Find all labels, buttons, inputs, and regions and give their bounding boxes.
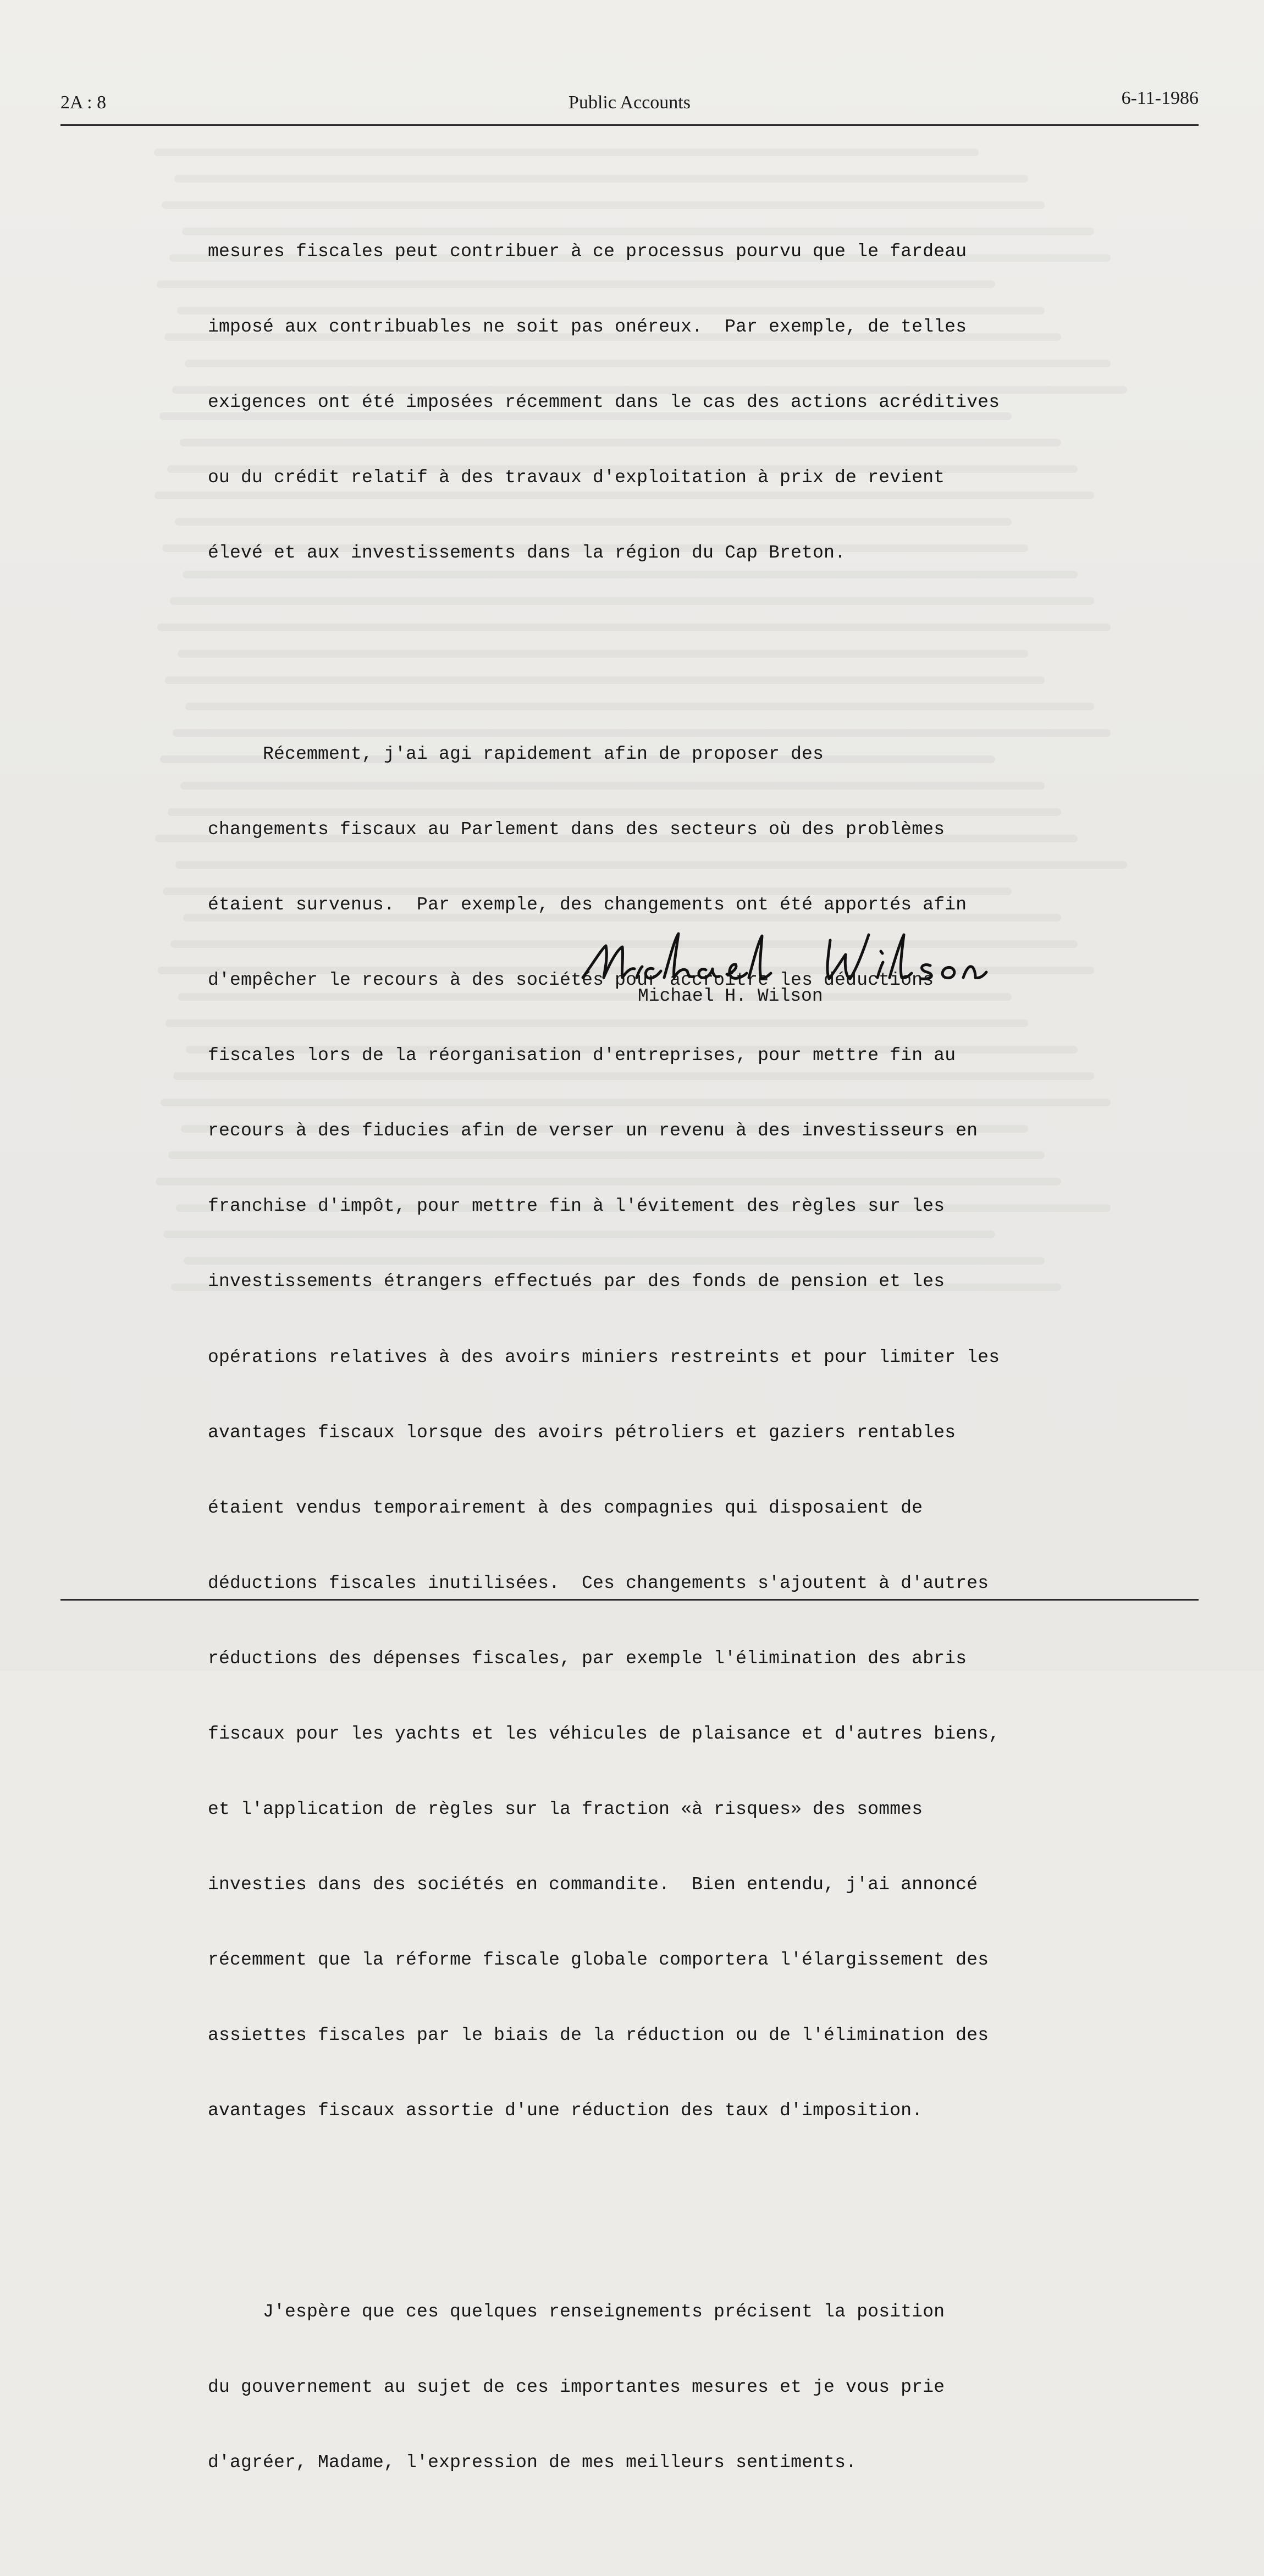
paragraph-3	[208, 2249, 1099, 2526]
text-line: d'agréer, Madame, l'expression de mes meilleurs sentiments.	[208, 2452, 857, 2473]
text-line: franchise d'impôt, pour mettre fin à l'évitement des règles sur les	[208, 1196, 945, 1217]
text-line: fiscaux pour les yachts et les véhicules de plaisance et d'autres biens,	[208, 1724, 1000, 1744]
text-line: étaient vendus temporairement à des compagnies qui disposaient de	[208, 1497, 923, 1518]
letter-body	[208, 139, 1099, 2576]
text-line: et l'application de règles sur la fraction «à risques» des sommes	[208, 1799, 923, 1820]
footer-rule	[60, 1599, 1199, 1601]
text-line: du gouvernement au sujet de ces importantes mesures et je vous prie	[208, 2377, 945, 2398]
paragraph-2	[208, 691, 1099, 2174]
text-line: ou du crédit relatif à des travaux d'exploitation à prix de revient	[208, 467, 945, 488]
text-line: Récemment, j'ai agi rapidement afin de proposer des	[208, 743, 824, 764]
header-rule	[60, 124, 1199, 126]
text-line: récemment que la réforme fiscale globale comportera l'élargissement des	[208, 1950, 989, 1971]
text-line: changements fiscaux au Parlement dans des secteurs où des problèmes	[208, 819, 945, 840]
text-line: avantages fiscaux lorsque des avoirs pétroliers et gaziers rentables	[208, 1422, 956, 1443]
text-line: investies dans des sociétés en commandite. Bien entendu, j'ai annoncé	[208, 1874, 978, 1895]
text-line: assiettes fiscales par le biais de la réduction ou de l'élimination des	[208, 2025, 989, 2046]
text-line: exigences ont été imposées récemment dans le cas des actions acréditives	[208, 392, 1000, 412]
text-line: déductions fiscales inutilisées. Ces changements s'ajoutent à d'autres	[208, 1573, 989, 1593]
text-line: mesures fiscales peut contribuer à ce processus pourvu que le fardeau	[208, 241, 967, 262]
handwritten-signature	[572, 924, 990, 995]
text-line: recours à des fiducies afin de verser un revenu à des investisseurs en	[208, 1121, 978, 1141]
text-line: réductions des dépenses fiscales, par exemple l'élimination des abris	[208, 1648, 967, 1669]
text-line: étaient survenus. Par exemple, des changements ont été apportés afin	[208, 894, 967, 915]
text-line: imposé aux contribuables ne soit pas onéreux. Par exemple, de telles	[208, 316, 967, 337]
paragraph-1	[208, 189, 1099, 616]
text-line: J'espère que ces quelques renseignements précisent la position	[208, 2302, 945, 2323]
text-line: fiscales lors de la réorganisation d'entreprises, pour mettre fin au	[208, 1045, 956, 1066]
signature-drawing	[572, 924, 990, 995]
signer-name: Michael H. Wilson	[638, 986, 823, 1006]
running-title: Public Accounts	[568, 92, 691, 113]
text-line: investissements étrangers effectués par des fonds de pension et les	[208, 1271, 945, 1292]
text-line: avantages fiscaux assortie d'une réduction des taux d'imposition.	[208, 2100, 923, 2121]
page-number: 2A : 8	[60, 92, 107, 113]
header-date: 6-11-1986	[1121, 88, 1199, 108]
text-line: élevé et aux investissements dans la région du Cap Breton.	[208, 543, 846, 564]
page-header	[60, 88, 1199, 120]
text-line: d'empêcher le recours à des sociétés pour accroître les déductions	[208, 970, 934, 991]
text-line: opérations relatives à des avoirs miniers restreints et pour limiter les	[208, 1347, 1000, 1367]
